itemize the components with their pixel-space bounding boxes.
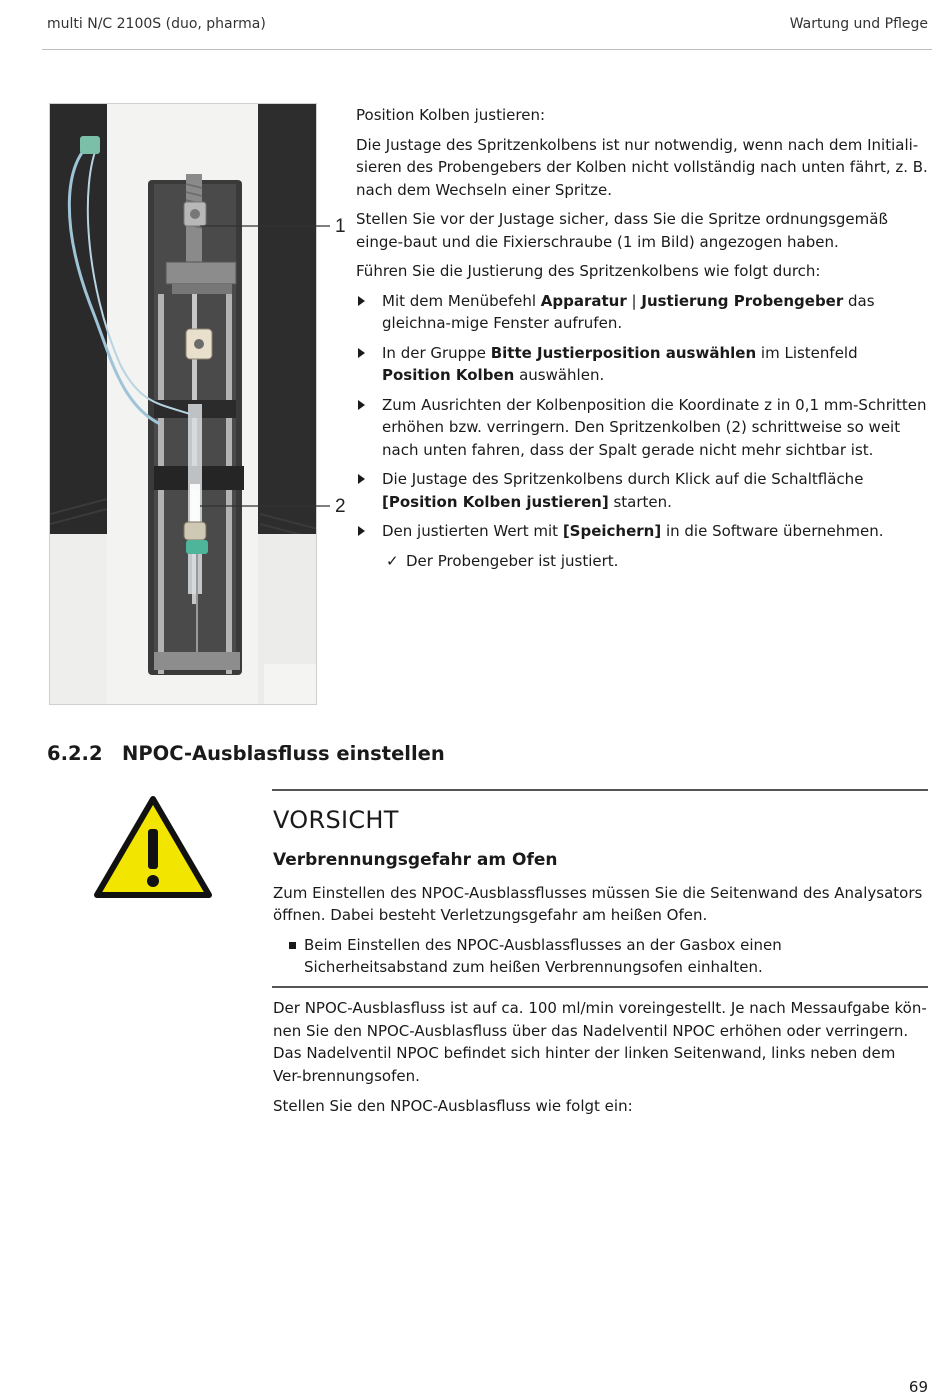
- caution-text: Zum Einstellen des NPOC-Ausblassflusses müssen Sie die Seitenwand des Analysators öffnen. Dabei besteht Verletzungsgefahr am heißen Ofen.: [273, 884, 923, 924]
- section-title: NPOC-Ausblasfluss einstellen: [122, 742, 445, 765]
- callout-2-label: 2: [335, 496, 346, 517]
- caution-signal-word: VORSICHT: [273, 806, 399, 834]
- caution-hazard-title: Verbrennungsgefahr am Ofen: [273, 850, 558, 870]
- warning-triangle-icon: [93, 795, 213, 899]
- body-paragraph-2: Stellen Sie den NPOC-Ausblasfluss wie folgt ein:: [273, 1097, 633, 1115]
- page-number: 69: [908, 1378, 928, 1396]
- procedure-result: ✓ Der Probengeber ist justiert.: [356, 550, 928, 573]
- section-number: 6.2.2: [47, 742, 103, 765]
- procedure-text: [356, 104, 928, 579]
- caution-top-rule: [272, 789, 928, 791]
- procedure-paragraph-2: Stellen Sie vor der Justage sicher, dass Sie die Spritze ordnungsgemäß einge-baut und die Fixierschraube (1 im Bild) angezogen haben.: [356, 210, 888, 251]
- procedure-paragraph-3: Führen Sie die Justierung des Spritzenkolbens wie folgt durch:: [356, 262, 821, 280]
- procedure-intro: Position Kolben justieren:: [356, 106, 546, 124]
- step-arrow-icon: [358, 526, 365, 536]
- procedure-step: Die Justage des Spritzenkolbens durch Klick auf die Schaltfläche [Position Kolben justieren] starten.: [356, 468, 928, 513]
- procedure-step: Mit dem Menübefehl Apparatur | Justierung Probengeber das gleichna-mige Fenster aufrufen.: [356, 290, 928, 335]
- callout-1-label: 1: [335, 216, 346, 237]
- step-arrow-icon: [358, 348, 365, 358]
- procedure-step: Den justierten Wert mit [Speichern] in die Software übernehmen.: [356, 520, 928, 543]
- step-arrow-icon: [358, 400, 365, 410]
- caution-bottom-rule: [272, 986, 928, 988]
- procedure-step: Zum Ausrichten der Kolbenposition die Koordinate z in 0,1 mm-Schritten erhöhen bzw. verringern. Den Spritzenkolben (2) schrittweise so weit nach unten fahren, dass der Spalt gerade nicht mehr sichtbar ist.: [356, 394, 928, 462]
- procedure-paragraph-1: Die Justage des Spritzenkolbens ist nur notwendig, wenn nach dem Initiali-sieren des Probengebers der Kolben nicht vollständig nach unten fährt, z. B. nach dem Wechseln einer Spritze.: [356, 135, 928, 199]
- section-heading: [47, 742, 445, 765]
- body-paragraph-1: Der NPOC-Ausblasfluss ist auf ca. 100 ml/min voreingestellt. Je nach Messaufgabe kön-nen Sie den NPOC-Ausblasfluss über das Nadelventil NPOC erhöhen oder verringern. Das Nadelventil NPOC befindet sich hinter der linken Seitenwand, links neben dem Ver-brennungsofen.: [273, 999, 927, 1085]
- running-header-chapter: Wartung und Pflege: [789, 16, 928, 32]
- step-arrow-icon: [358, 296, 365, 306]
- section-body: [273, 997, 928, 1126]
- checkmark-icon: ✓: [386, 551, 399, 570]
- procedure-step: In der Gruppe Bitte Justierposition auswählen im Listenfeld Position Kolben auswählen.: [356, 342, 928, 387]
- caution-measure: Beim Einstellen des NPOC-Ausblassflusses an der Gasbox einen Sicherheitsabstand zum heißen Verbrennungsofen einhalten.: [273, 934, 928, 978]
- step-arrow-icon: [358, 474, 365, 484]
- running-header-product: multi N/C 2100S (duo, pharma): [47, 16, 266, 32]
- square-bullet-icon: [289, 942, 296, 949]
- caution-body: [273, 882, 928, 978]
